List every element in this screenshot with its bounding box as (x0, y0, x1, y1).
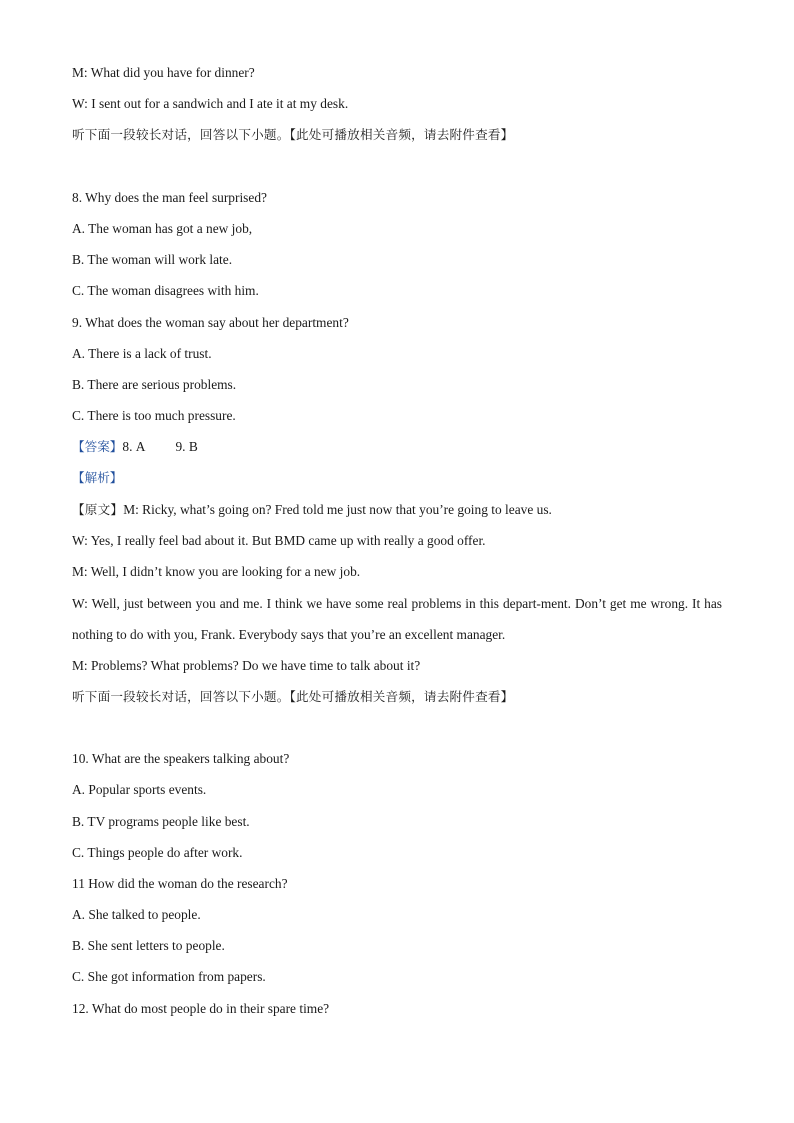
transcript-text: M: Ricky, what’s going on? Fred told me just now that you’re going to leave us. (123, 501, 552, 517)
question-stem: 8. Why does the man feel surprised? (72, 189, 267, 205)
question-stem: 10. What are the speakers talking about? (72, 751, 290, 767)
transcript-line: W: Yes, I really feel bad about it. But BMD came up with really a good offer. (72, 532, 486, 548)
option-c: C. Things people do after work. (72, 844, 243, 860)
option-a: A. The woman has got a new job, (72, 220, 253, 236)
option-c: C. The woman disagrees with him. (72, 283, 259, 299)
transcript-line (72, 501, 722, 519)
option-b: B. TV programs people like best. (72, 813, 250, 829)
option-c: C. She got information from papers. (72, 969, 266, 985)
dialogue-line: M: What did you have for dinner? (72, 65, 255, 80)
dialogue-line: W: I sent out for a sandwich and I ate it at my desk. (72, 96, 349, 112)
question-stem: 12. What do most people do in their spare time? (72, 1000, 330, 1016)
option-a: A. There is a lack of trust. (72, 345, 212, 361)
section-instruction: 听下面一段较长对话，回答以下小题。【此处可播放相关音频，请去附件查看】 (72, 688, 514, 704)
question-stem: 11 How did the woman do the research? (72, 875, 288, 891)
document-page (72, 64, 722, 1031)
option-a: A. Popular sports events. (72, 782, 207, 798)
option-c: C. There is too much pressure. (72, 408, 236, 424)
transcript-paragraph: W: Well, just between you and me. I think we have some real problems in this depart-ment. Don’t get me wrong. It has nothing to do with you, Frank. Everybody says that you’re an excellent manager. (72, 595, 722, 642)
option-b: B. There are serious problems. (72, 376, 237, 392)
analysis-label: 【解析】 (72, 470, 123, 486)
answer-9: 9. B (175, 439, 198, 455)
transcript-line: M: Problems? What problems? Do we have time to talk about it? (72, 657, 421, 673)
option-a: A. She talked to people. (72, 907, 201, 923)
spacer (72, 719, 722, 750)
question-stem: 9. What does the woman say about her department? (72, 314, 349, 330)
answer-8: 8. A (122, 439, 146, 455)
spacer (72, 158, 722, 189)
option-b: B. The woman will work late. (72, 252, 233, 268)
transcript-label: 【原文】 (72, 501, 124, 517)
section-instruction: 听下面一段较长对话，回答以下小题。【此处可播放相关音频，请去附件查看】 (72, 127, 514, 143)
transcript-line: M: Well, I didn’t know you are looking for a new job. (72, 564, 361, 579)
option-b: B. She sent letters to people. (72, 938, 225, 954)
answer-label: 【答案】 (72, 439, 123, 455)
answer-line (72, 438, 722, 456)
analysis-line (72, 469, 722, 487)
